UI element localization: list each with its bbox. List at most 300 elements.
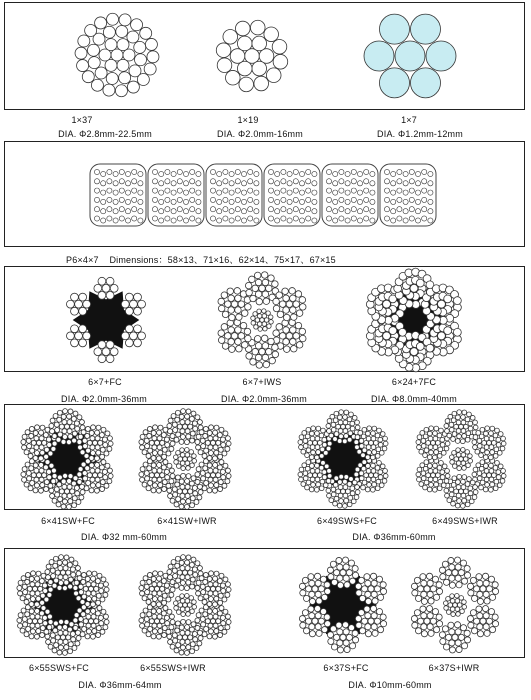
- wire: [479, 453, 484, 458]
- wire: [179, 560, 184, 565]
- wire: [165, 588, 170, 593]
- wire: [95, 579, 100, 584]
- wire: [39, 579, 44, 584]
- wire: [125, 307, 133, 315]
- wire: [344, 475, 349, 480]
- wire: [432, 576, 438, 582]
- rope-6x49sws-fc-image: [294, 410, 392, 508]
- wire: [176, 610, 181, 615]
- wire: [501, 441, 506, 446]
- wire: [179, 414, 184, 419]
- wire: [145, 590, 150, 595]
- wire: [225, 614, 230, 619]
- wire: [190, 207, 195, 212]
- wire: [359, 439, 364, 444]
- wire: [62, 499, 67, 504]
- wire: [337, 629, 343, 635]
- wire: [272, 281, 279, 288]
- wire: [235, 21, 250, 36]
- wire: [350, 578, 356, 584]
- wire: [461, 485, 466, 490]
- wire: [77, 60, 89, 72]
- wire: [464, 566, 470, 572]
- wire: [467, 616, 473, 622]
- wire: [107, 436, 112, 441]
- wire: [448, 414, 453, 419]
- wire: [339, 197, 344, 202]
- wire: [275, 218, 280, 223]
- wire: [490, 594, 496, 600]
- wire: [183, 218, 188, 223]
- wire: [125, 199, 130, 204]
- wire: [172, 633, 177, 638]
- wire: [186, 499, 191, 504]
- wire: [148, 626, 153, 631]
- wire: [370, 606, 376, 612]
- wire: [314, 455, 319, 460]
- wire: [421, 613, 427, 619]
- wire: [46, 437, 51, 442]
- wire: [273, 330, 280, 337]
- wire: [22, 617, 27, 622]
- wire: [163, 460, 168, 465]
- wire: [357, 199, 362, 204]
- wire: [79, 339, 87, 347]
- wire: [421, 444, 426, 449]
- wire: [493, 465, 498, 470]
- wire: [254, 171, 259, 176]
- wire: [375, 486, 380, 491]
- wire: [477, 444, 482, 449]
- wire: [159, 218, 164, 223]
- wire: [78, 445, 83, 450]
- wire: [101, 609, 106, 614]
- wire: [501, 474, 506, 479]
- wire: [102, 284, 110, 292]
- wire: [338, 420, 343, 425]
- wire: [63, 566, 68, 571]
- wire: [444, 446, 449, 451]
- wire: [255, 354, 262, 361]
- wire: [196, 445, 201, 450]
- wire: [299, 435, 304, 440]
- wire: [144, 584, 149, 589]
- wire: [470, 610, 476, 616]
- wire: [152, 188, 157, 193]
- wire: [195, 561, 200, 566]
- wire: [311, 450, 316, 455]
- wire: [107, 179, 112, 184]
- wire: [309, 487, 314, 492]
- wire: [58, 497, 63, 502]
- wire: [185, 630, 190, 635]
- wire: [349, 412, 354, 417]
- wire: [339, 179, 344, 184]
- wire: [212, 634, 217, 639]
- wire: [29, 609, 34, 614]
- wire: [275, 199, 280, 204]
- wire: [422, 188, 427, 193]
- wire: [183, 190, 188, 195]
- wire: [424, 460, 429, 465]
- wire: [364, 169, 369, 174]
- wire: [375, 465, 380, 470]
- wire: [21, 608, 26, 613]
- wire: [231, 333, 238, 340]
- wire: [378, 475, 383, 480]
- wire: [199, 608, 204, 613]
- wire: [197, 484, 202, 489]
- wire: [113, 190, 118, 195]
- wire: [31, 571, 36, 576]
- wire: [137, 74, 149, 86]
- wire: [299, 199, 304, 204]
- wire: [99, 588, 104, 593]
- wire: [426, 606, 432, 612]
- wire: [319, 433, 324, 438]
- wire: [198, 596, 203, 601]
- wire: [81, 462, 86, 467]
- wire: [418, 586, 424, 592]
- wire: [185, 453, 190, 458]
- wire: [319, 454, 324, 459]
- wire: [29, 576, 34, 581]
- wire: [306, 179, 311, 184]
- wire: [343, 640, 349, 646]
- wire: [299, 467, 304, 472]
- wire: [201, 590, 206, 595]
- wire: [186, 466, 191, 471]
- wire: [263, 327, 267, 331]
- wire: [152, 216, 157, 221]
- wire: [222, 483, 227, 488]
- wire: [138, 181, 143, 186]
- wire: [283, 314, 290, 321]
- wire: [158, 483, 163, 488]
- wire: [422, 216, 427, 221]
- dia-6x24-7fc: DIA. Φ8.0mm-40mm: [371, 394, 457, 404]
- wire: [36, 596, 41, 601]
- wire: [468, 454, 473, 459]
- wire: [21, 576, 26, 581]
- wire: [100, 629, 105, 634]
- wire: [185, 479, 190, 484]
- wire: [50, 633, 55, 638]
- wire: [364, 41, 394, 71]
- wire: [62, 650, 67, 655]
- wire: [268, 188, 273, 193]
- wire: [67, 429, 72, 434]
- wire: [85, 24, 97, 36]
- wire: [303, 476, 308, 481]
- wire: [339, 188, 344, 193]
- wire: [165, 475, 170, 480]
- wire: [106, 73, 118, 85]
- wire: [391, 218, 396, 223]
- wire: [105, 39, 117, 51]
- wire: [125, 218, 130, 223]
- wire: [219, 427, 224, 432]
- wire: [489, 445, 494, 450]
- flat-rope-label: P6×4×7: [66, 255, 99, 265]
- wire: [377, 428, 382, 433]
- wire: [144, 63, 156, 75]
- wire: [148, 594, 153, 599]
- wire: [225, 333, 232, 340]
- wire: [181, 466, 186, 471]
- wire: [496, 442, 501, 447]
- wire: [183, 199, 188, 204]
- wire: [183, 171, 188, 176]
- wire: [429, 450, 434, 455]
- wire: [147, 426, 152, 431]
- wire: [450, 460, 455, 465]
- wire: [82, 71, 94, 83]
- wire: [358, 463, 363, 468]
- wire: [40, 425, 45, 430]
- wire: [59, 555, 64, 560]
- wire: [455, 564, 461, 570]
- wire: [482, 573, 488, 579]
- wire: [490, 627, 496, 633]
- wire: [302, 463, 307, 468]
- wire: [67, 414, 72, 419]
- wire: [345, 171, 350, 176]
- wire: [79, 325, 87, 333]
- wire: [311, 482, 316, 487]
- wire: [306, 480, 311, 485]
- wire: [482, 606, 488, 612]
- wire: [171, 181, 176, 186]
- wire: [308, 574, 314, 580]
- wire: [132, 179, 137, 184]
- wire: [158, 450, 163, 455]
- wire: [83, 476, 88, 481]
- wire: [299, 297, 306, 304]
- wire: [58, 566, 63, 571]
- wire: [245, 335, 252, 342]
- wire: [185, 493, 190, 498]
- wire: [370, 209, 375, 214]
- wire: [380, 588, 386, 594]
- wire: [186, 555, 191, 560]
- wire: [485, 426, 490, 431]
- wire: [421, 591, 427, 597]
- wire: [334, 476, 339, 481]
- wire: [476, 574, 482, 580]
- wire: [103, 475, 108, 480]
- dia-row5-right: DIA. Φ10mm-60mm: [348, 680, 432, 690]
- wire: [193, 491, 198, 496]
- wire: [74, 580, 79, 585]
- wire: [102, 348, 110, 356]
- wire: [306, 618, 312, 624]
- wire: [312, 190, 317, 195]
- wire: [99, 621, 104, 626]
- wire: [355, 435, 360, 440]
- wire: [238, 301, 245, 308]
- wire: [66, 504, 71, 509]
- wire: [359, 471, 364, 476]
- wire: [75, 332, 83, 340]
- wire: [165, 621, 170, 626]
- wire: [72, 645, 77, 650]
- wire: [326, 479, 331, 484]
- wire: [355, 485, 360, 490]
- wire: [492, 588, 498, 594]
- wire: [167, 463, 172, 468]
- wire: [168, 575, 173, 580]
- wire: [462, 475, 467, 480]
- wire: [212, 602, 217, 607]
- wire: [198, 450, 203, 455]
- wire: [113, 199, 118, 204]
- wire: [90, 602, 95, 607]
- wire: [343, 429, 348, 434]
- wire: [255, 291, 262, 298]
- wire: [442, 626, 448, 632]
- wire: [315, 431, 320, 436]
- wire: [172, 487, 177, 492]
- wire: [426, 41, 456, 71]
- wire: [262, 354, 269, 361]
- wire: [223, 169, 228, 174]
- wire: [391, 199, 396, 204]
- wire: [474, 586, 480, 592]
- wire: [409, 188, 414, 193]
- wire: [447, 433, 452, 438]
- wire: [315, 445, 320, 450]
- wire: [427, 487, 432, 492]
- wire: [351, 197, 356, 202]
- wire: [366, 436, 371, 441]
- wire: [305, 485, 310, 490]
- wire: [140, 434, 145, 439]
- wire: [266, 285, 273, 292]
- wire: [217, 579, 222, 584]
- wire: [45, 569, 50, 574]
- wire: [142, 482, 147, 487]
- wire: [375, 433, 380, 438]
- label-1x37: 1×37: [71, 115, 93, 125]
- wire: [299, 181, 304, 186]
- wire: [347, 502, 352, 507]
- wire: [225, 468, 230, 473]
- wire: [427, 591, 433, 597]
- wire: [157, 430, 162, 435]
- wire: [357, 449, 362, 454]
- wire: [452, 476, 457, 481]
- wire: [48, 451, 53, 456]
- wire: [275, 190, 280, 195]
- wire: [256, 298, 263, 305]
- wire: [98, 615, 103, 620]
- wire: [185, 447, 190, 452]
- wire: [477, 624, 483, 630]
- wire: [159, 190, 164, 195]
- wire: [223, 197, 228, 202]
- wire: [96, 633, 101, 638]
- wire: [316, 450, 321, 455]
- wire: [171, 190, 176, 195]
- wire: [111, 49, 123, 61]
- wire: [428, 436, 433, 441]
- wire: [107, 13, 119, 25]
- wire: [87, 571, 92, 576]
- wire: [152, 629, 157, 634]
- wire: [464, 637, 470, 643]
- wire: [162, 633, 167, 638]
- wire: [186, 434, 191, 439]
- wire: [189, 416, 194, 421]
- wire: [237, 36, 252, 51]
- wire: [217, 190, 222, 195]
- wire: [225, 582, 230, 587]
- wire: [383, 474, 388, 479]
- wire: [226, 619, 231, 624]
- wire: [347, 482, 352, 487]
- wire: [95, 468, 100, 473]
- wire: [198, 425, 203, 430]
- wire: [174, 606, 179, 611]
- wire: [170, 473, 175, 478]
- wire: [488, 608, 494, 614]
- wire: [200, 617, 205, 622]
- wire: [473, 490, 478, 495]
- wire: [490, 426, 495, 431]
- wire: [420, 430, 425, 435]
- wire: [119, 197, 124, 202]
- wire: [180, 453, 185, 458]
- wire: [235, 179, 240, 184]
- wire: [445, 474, 450, 479]
- wire: [345, 218, 350, 223]
- wire: [164, 615, 169, 620]
- wire: [164, 469, 169, 474]
- wire: [308, 606, 314, 612]
- wire: [331, 422, 336, 427]
- wire: [184, 504, 189, 509]
- wire: [214, 629, 219, 634]
- wire: [213, 430, 218, 435]
- wire: [125, 209, 130, 214]
- wire: [446, 610, 451, 615]
- wire: [485, 482, 490, 487]
- wire: [437, 465, 442, 470]
- wire: [302, 610, 308, 616]
- wire: [371, 463, 376, 468]
- wire: [228, 327, 235, 334]
- wire: [370, 181, 375, 186]
- wire: [391, 171, 396, 176]
- wire: [43, 465, 48, 470]
- wire: [44, 454, 49, 459]
- wire: [117, 39, 129, 51]
- wire: [169, 479, 174, 484]
- wire: [83, 332, 91, 340]
- wire: [357, 181, 362, 186]
- wire: [376, 576, 382, 582]
- wire: [223, 207, 228, 212]
- wire: [107, 446, 112, 451]
- wire: [287, 190, 292, 195]
- wire: [168, 429, 173, 434]
- wire: [34, 436, 39, 441]
- wire: [276, 324, 283, 331]
- wire: [99, 465, 104, 470]
- wire: [192, 454, 197, 459]
- wire: [74, 421, 79, 426]
